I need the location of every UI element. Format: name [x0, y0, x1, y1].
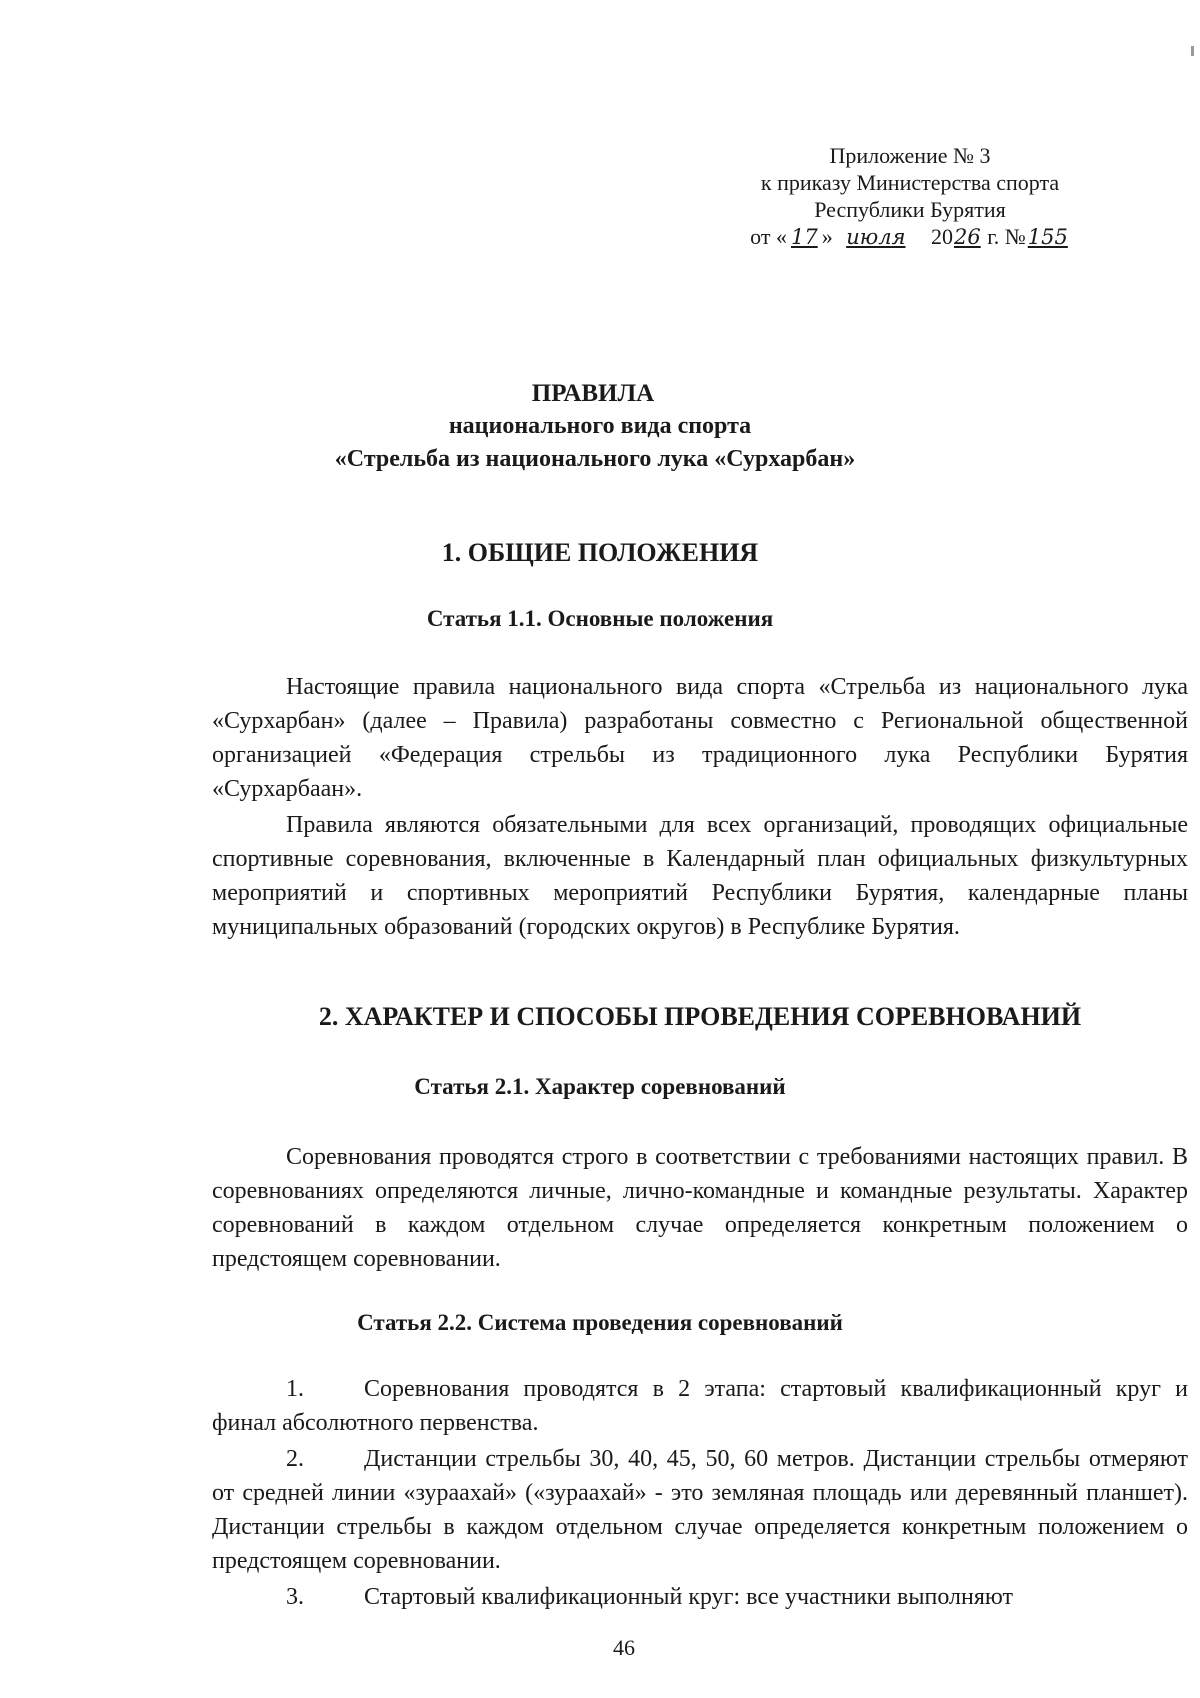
date-year-prefix: 20 — [930, 224, 953, 249]
date-mid: » — [821, 224, 833, 249]
scan-edge-mark — [1191, 46, 1194, 56]
list-item-3-text: Стартовый квалификационный круг: все участники выполняют — [364, 1584, 1013, 1610]
title-main: ПРАВИЛА — [531, 380, 655, 407]
article-1-1-heading: Статья 1.1. Основные положения — [426, 606, 774, 631]
list-item-2-text: Дистанции стрельбы 30, 40, 45, 50, 60 метров. Дистанции стрельбы отмеряют от средней линии «зураахай» («зураахай» - это земляная площадь или деревянный планшет). Дистанции стрельбы в каждом отдельном случае определяется конкретным положением о предстоящем соревновании. — [212, 1446, 1188, 1574]
article-2-1-heading: Статья 2.1. Характер соревнований — [414, 1074, 786, 1099]
title-subtitle: национального вида спорта — [448, 413, 752, 439]
date-month-handwritten: июля — [846, 225, 906, 249]
appendix-line-2: к приказу Министерства спорта — [760, 170, 1060, 195]
title-sport-name: «Стрельба из национального лука «Сурхарбан» — [334, 446, 856, 472]
list-item-3 — [212, 1580, 1188, 1614]
list-item-1-number: 1. — [286, 1376, 304, 1402]
list-item-2 — [212, 1442, 1188, 1578]
date-suffix: г. № — [987, 224, 1026, 249]
section-2-heading: 2. ХАРАКТЕР И СПОСОБЫ ПРОВЕДЕНИЯ СОРЕВНОВАНИЙ — [318, 1002, 1082, 1031]
section-1-paragraph-2: Правила являются обязательными для всех организаций, проводящих официальные спортивные соревнования, включенные в Календарный план официальных физкультурных мероприятий и спортивных мероприятий Республики Бурятия, календарные планы муниципальных образований (городских округов) в Республике Бурятия. — [212, 812, 1188, 940]
appendix-line-3: Республики Бурятия — [814, 197, 1006, 222]
list-item-3-number: 3. — [286, 1584, 304, 1610]
order-number-handwritten: 155 — [1027, 225, 1068, 249]
date-prefix: от « — [750, 224, 787, 249]
date-day-handwritten: 17 — [790, 225, 818, 249]
list-item-2-number: 2. — [286, 1446, 304, 1472]
list-item-1-text: Соревнования проводятся в 2 этапа: стартовый квалификационный круг и финал абсолютного первенства. — [212, 1376, 1188, 1436]
page-number: 46 — [613, 1635, 635, 1660]
appendix-date-line — [700, 223, 1120, 251]
section-1-heading: 1. ОБЩИЕ ПОЛОЖЕНИЯ — [441, 538, 759, 567]
list-item-1 — [212, 1372, 1188, 1440]
date-year-handwritten: 26 — [953, 225, 981, 249]
section-1-paragraph-1: Настоящие правила национального вида спорта «Стрельба из национального лука «Сурхарбан» (далее – Правила) разработаны совместно с Региональной общественной организацией «Федерация стрельбы из традиционного лука Республики Бурятия «Сурхарбаан». — [212, 674, 1188, 802]
document-title — [150, 378, 1050, 476]
article-2-2-heading: Статья 2.2. Система проведения соревнований — [357, 1310, 843, 1335]
article-2-1-paragraph: Соревнования проводятся строго в соответствии с требованиями настоящих правил. В соревнованиях определяются личные, лично-командные и командные результаты. Характер соревнований в каждом отдельном случае определяется конкретным положением о предстоящем соревновании. — [212, 1144, 1188, 1272]
appendix-line-1: Приложение № 3 — [829, 143, 991, 168]
appendix-block — [700, 142, 1120, 251]
